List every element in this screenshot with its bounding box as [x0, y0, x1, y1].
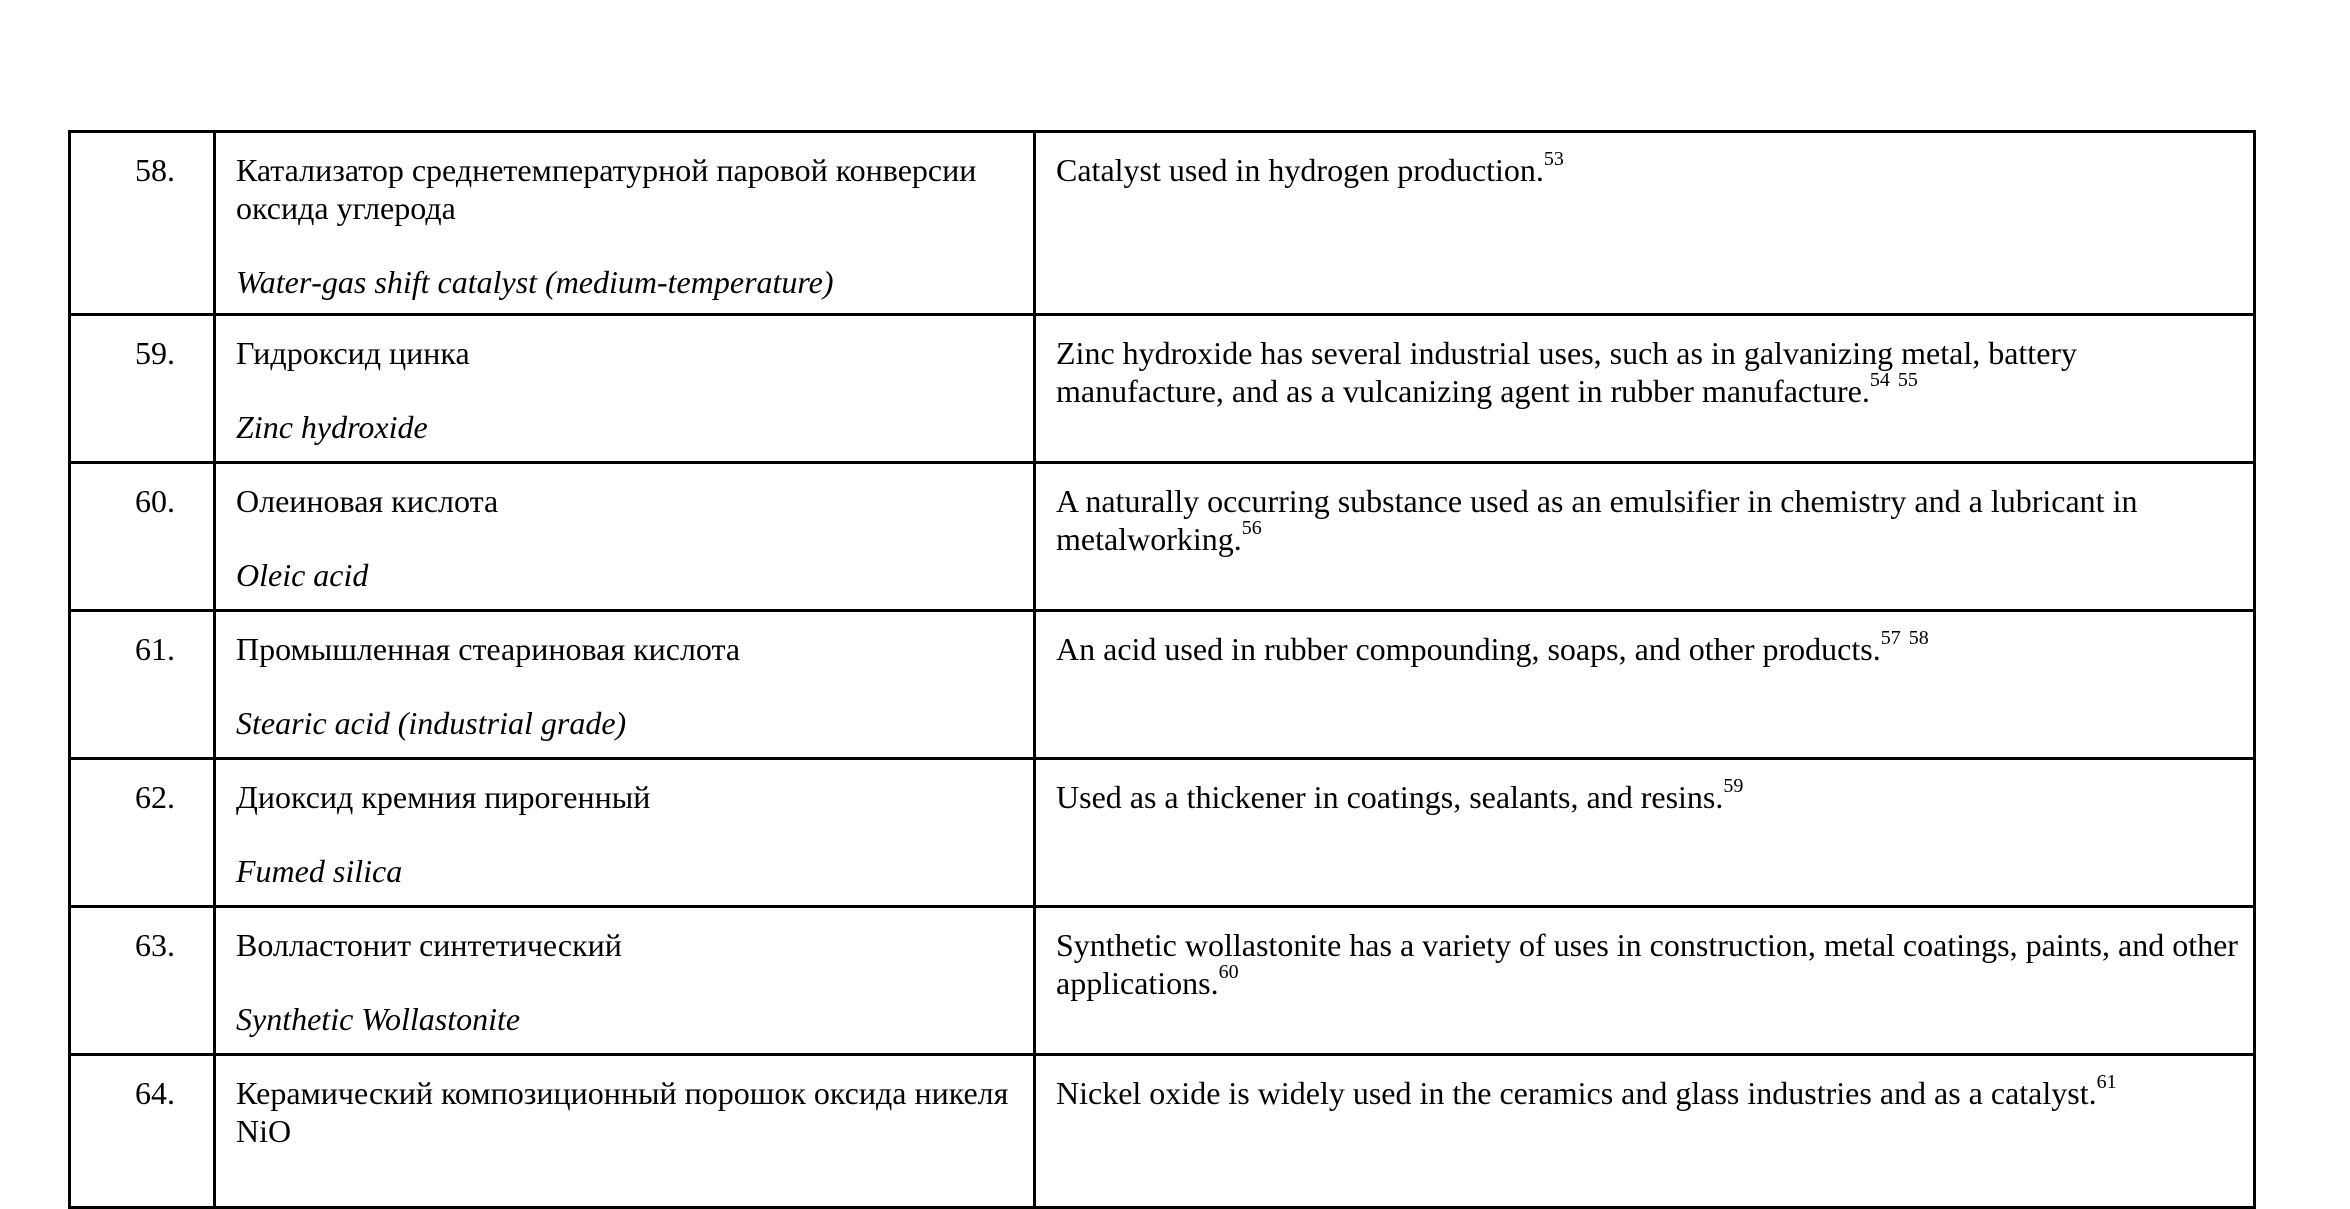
description-cell — [1035, 315, 2255, 463]
table-row — [70, 1055, 2255, 1208]
description-text: Used as a thickener in coatings, sealants, and resins. — [1056, 779, 1724, 815]
name-russian: Волластонит синтетический — [236, 927, 622, 963]
footnote-ref[interactable]: 61 — [2096, 1071, 2117, 1094]
footnote-ref[interactable]: 53 — [1543, 148, 1564, 171]
substance-name-cell — [215, 463, 1035, 611]
row-number: 60. — [70, 463, 215, 611]
name-english: Oleic acid — [236, 557, 369, 593]
name-english: Synthetic Wollastonite — [236, 1001, 521, 1037]
footnote-ref[interactable]: 56 — [1241, 517, 1262, 540]
row-number: 62. — [70, 759, 215, 907]
substance-name-cell — [215, 315, 1035, 463]
description-text: Nickel oxide is widely used in the ceramics and glass industries and as a catalyst. — [1056, 1075, 2097, 1111]
name-russian: Гидроксид цинка — [236, 335, 470, 371]
description-cell — [1035, 463, 2255, 611]
name-russian: Олеиновая кислота — [236, 483, 499, 519]
name-russian: Промышленная стеариновая кислота — [236, 631, 741, 667]
name-english: Zinc hydroxide — [236, 409, 428, 445]
footnote-ref[interactable]: 59 — [1723, 775, 1744, 798]
footnote-ref[interactable]: 54 — [1869, 369, 1890, 392]
description-text: Synthetic wollastonite has a variety of uses in construction, metal coatings, paints, and other applications. — [1056, 927, 2238, 1001]
row-number: 59. — [70, 315, 215, 463]
substance-name-cell — [215, 1055, 1035, 1208]
description-text: A naturally occurring substance used as an emulsifier in chemistry and a lubricant in metalworking. — [1056, 483, 2138, 557]
row-number: 58. — [70, 132, 215, 315]
substance-name-cell — [215, 611, 1035, 759]
name-english: Water‑gas shift catalyst (medium‑temperature) — [236, 264, 834, 300]
row-number: 64. — [70, 1055, 215, 1208]
row-number: 61. — [70, 611, 215, 759]
description-cell — [1035, 1055, 2255, 1208]
name-english: Fumed silica — [236, 853, 403, 889]
table-row — [70, 463, 2255, 611]
substances-table — [68, 130, 2256, 1209]
table-row — [70, 759, 2255, 907]
substance-name-cell — [215, 907, 1035, 1055]
name-russian: Диоксид кремния пирогенный — [236, 779, 651, 815]
description-text: Zinc hydroxide has several industrial uses, such as in galvanizing metal, battery manufacture, and as a vulcanizing agent in rubber manufacture. — [1056, 335, 2078, 409]
name-russian: Катализатор среднетемпературной паровой конверсии оксида углерода — [236, 152, 977, 226]
substance-name-cell — [215, 132, 1035, 315]
description-text: Catalyst used in hydrogen production. — [1056, 152, 1544, 188]
substance-name-cell — [215, 759, 1035, 907]
name-russian: Керамический композиционный порошок оксида никеля NiO — [236, 1075, 1009, 1149]
description-cell — [1035, 132, 2255, 315]
description-cell — [1035, 611, 2255, 759]
footnote-ref[interactable]: 57 — [1880, 627, 1901, 650]
description-text: An acid used in rubber compounding, soaps, and other products. — [1056, 631, 1881, 667]
table-row — [70, 132, 2255, 315]
table-row — [70, 315, 2255, 463]
table-row — [70, 611, 2255, 759]
footnote-ref[interactable]: 55 — [1897, 369, 1918, 392]
footnote-ref[interactable]: 58 — [1908, 627, 1929, 650]
description-cell — [1035, 759, 2255, 907]
row-number: 63. — [70, 907, 215, 1055]
footnote-ref[interactable]: 60 — [1218, 961, 1239, 984]
table-row — [70, 907, 2255, 1055]
description-cell — [1035, 907, 2255, 1055]
name-english: Stearic acid (industrial grade) — [236, 705, 627, 741]
